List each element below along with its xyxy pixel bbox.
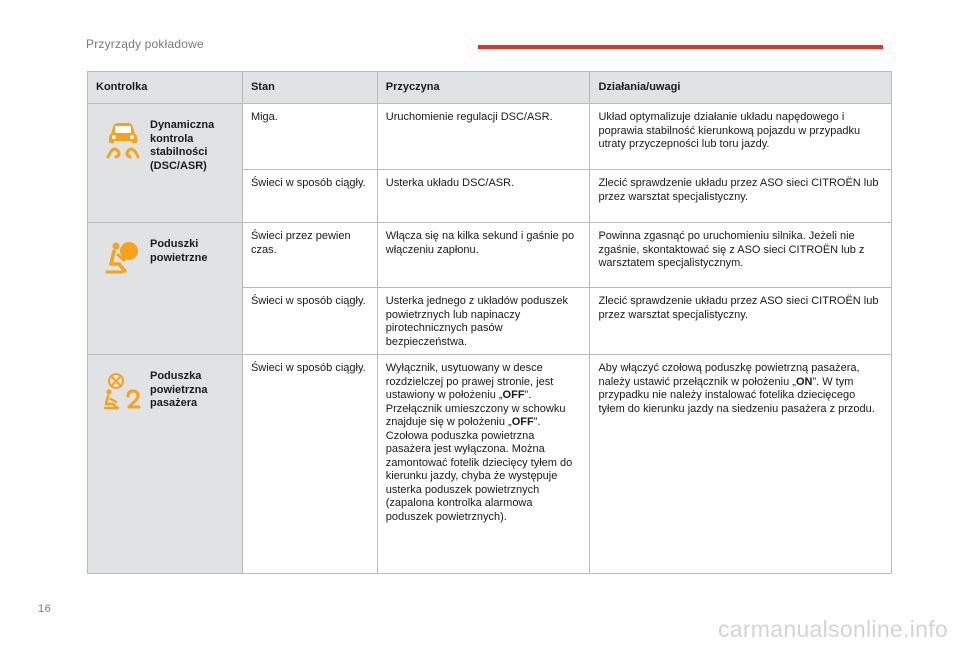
- column-header-dzialania: Działania/uwagi: [590, 72, 892, 104]
- watermark: carmanualsonline.info: [717, 616, 948, 642]
- table-row: [88, 223, 892, 288]
- przyczyna-cell: [377, 355, 590, 574]
- text-run: ”. Czołowa poduszka powietrzna pasażera jest wyłączona. Można zamontować fotelik dziecięcy tyłem do kierunku jazdy, chyba że występuje usterka poduszek powietrznych (zapalona kontrolka alarmowa poduszek powietrznych).: [385, 416, 573, 523]
- section-accent-bar: [478, 45, 883, 49]
- lamp-cell-airbag: [88, 223, 243, 355]
- text-run: ”. Przełącznik umieszczony w schowku znajduje się w położeniu „: [385, 389, 566, 428]
- lamp-name: Poduszki powietrzne: [150, 238, 208, 264]
- dzialania-cell: Powinna zgasnąć po uruchomieniu silnika. Jeżeli nie zgaśnie, skontaktować się z ASO sieci CITROËN lub z warsztatem specjalistycznym.: [590, 223, 892, 288]
- stan-cell: Świeci w sposób ciągły.: [242, 288, 377, 355]
- lamp-name: Poduszka powietrzna pasażera: [150, 370, 208, 409]
- stan-cell: Miga.: [242, 104, 377, 170]
- column-header-kontrolka: Kontrolka: [88, 72, 243, 104]
- text-run: Aby włączyć czołową poduszkę powietrzną pasażera, należy ustawić przełącznik w położeniu „: [598, 362, 860, 388]
- warning-lamps-table: [87, 71, 892, 574]
- stan-cell: Świeci w sposób ciągły.: [242, 355, 377, 574]
- przyczyna-cell: Uruchomienie regulacji DSC/ASR.: [377, 104, 590, 170]
- on-position-label: ON: [795, 375, 813, 388]
- stan-cell: Świeci w sposób ciągły.: [242, 170, 377, 223]
- table-row: [88, 355, 892, 574]
- przyczyna-cell: Usterka układu DSC/ASR.: [377, 170, 590, 223]
- dzialania-cell: Zlecić sprawdzenie układu przez ASO sieci CITROËN lub przez warsztat specjalistyczny.: [590, 288, 892, 355]
- passenger-airbag-off-icon: [104, 372, 142, 410]
- page-number: 16: [38, 603, 52, 615]
- lamp-cell-passenger-airbag: [88, 355, 243, 574]
- przyczyna-cell: Włącza się na kilka sekund i gaśnie po włączeniu zapłonu.: [377, 223, 590, 288]
- off-position-label: OFF: [511, 416, 534, 428]
- lamp-name: Dynamiczna kontrola stabilności (DSC/ASR): [150, 119, 215, 172]
- column-header-stan: Stan: [242, 72, 377, 104]
- section-title: Przyrządy pokładowe: [86, 37, 204, 51]
- dzialania-cell: Zlecić sprawdzenie układu przez ASO sieci CITROËN lub przez warsztat specjalistyczny.: [590, 170, 892, 223]
- column-header-przyczyna: Przyczyna: [377, 72, 590, 104]
- dzialania-cell: [590, 355, 892, 574]
- lamp-cell-dsc: [88, 104, 243, 223]
- airbag-icon: [104, 240, 142, 278]
- dzialania-cell: Układ optymalizuje działanie układu napędowego i poprawia stabilność kierunkową pojazdu w przypadku utraty przyczepności lub toru jazdy.: [590, 104, 892, 170]
- text-run: Wyłącznik, usytuowany w desce rozdzielczej po prawej stronie, jest ustawiony w położeniu „: [385, 362, 554, 401]
- text-run: ”. W tym przypadku nie należy instalować fotelika dziecięcego tyłem do kierunku jazdy na siedzeniu pasażera z przodu.: [598, 375, 875, 415]
- stan-cell: Świeci przez pewien czas.: [242, 223, 377, 288]
- dsc-asr-icon: [104, 121, 142, 159]
- off-position-label: OFF: [502, 389, 525, 401]
- przyczyna-cell: Usterka jednego z układów poduszek powietrznych lub napinaczy pirotechnicznych pasów bezpieczeństwa.: [377, 288, 590, 355]
- table-header-row: [88, 72, 892, 104]
- table-row: [88, 104, 892, 170]
